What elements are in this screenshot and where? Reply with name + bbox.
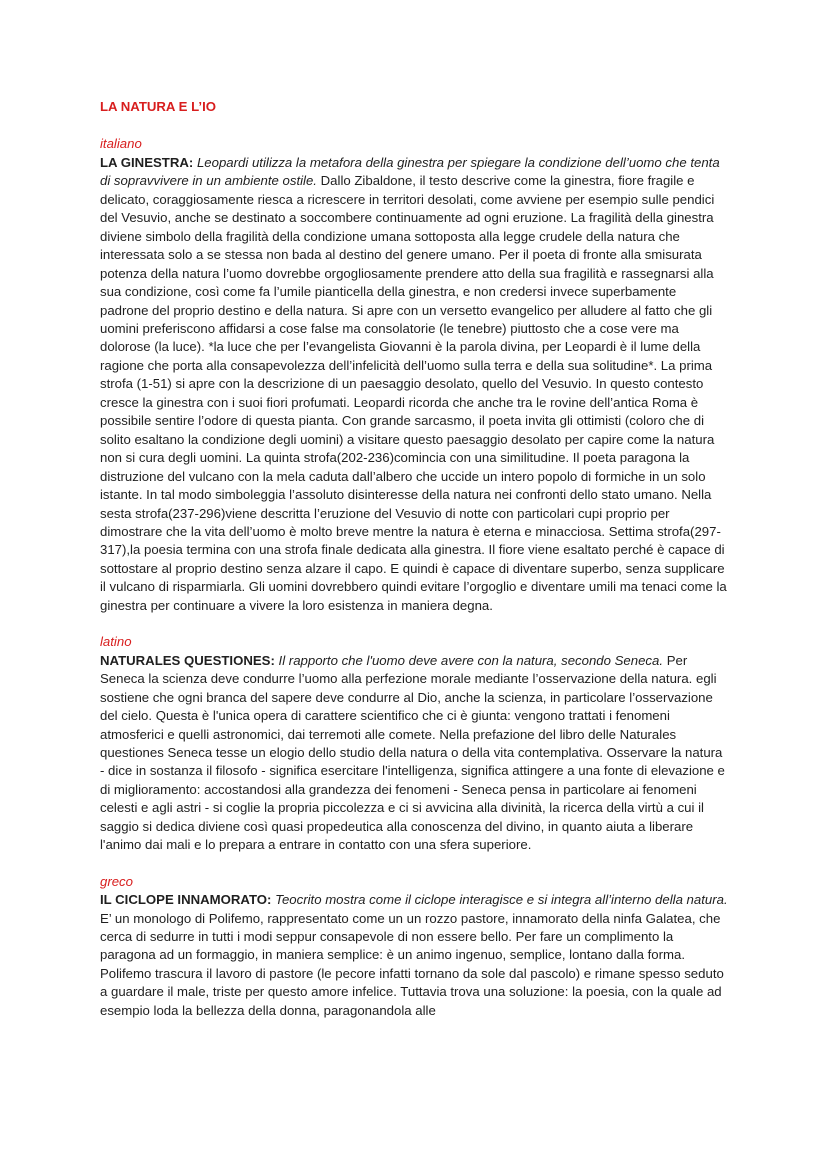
section-body: E’ un monologo di Polifemo, rappresentato come un un rozzo pastore, innamorato della ninfa Galatea, che cerca di sedurre in tutti i modi seppur consapevole di non essere bello. Per fare un complimento la paragona ad un formaggio, in maniera semplice: è un animo ingenuo, semplice, lontano dalla forma. Polifemo trascura il lavoro di pastore (le pecore infatti tornano da sole dal pascolo) e rimane spesso seduto a guardare il male, triste per questo amore infelice. Tuttavia trova una soluzione: la poesia, con la quale ad esempio loda la bellezza della donna, paragonandola alle: [100, 910, 724, 1018]
section-lead: Leopardi utilizza la metafora della ginestra per spiegare la condizione dell’uomo che tenta di sopravvivere in un ambiente ostile.: [100, 154, 720, 189]
section-paragraph: [100, 652, 728, 855]
section-paragraph: [100, 154, 728, 615]
document-title: LA NATURA E L’IO: [100, 99, 216, 114]
section-heading: IL CICLOPE INNAMORATO:: [100, 892, 272, 908]
section-subject: italiano: [100, 136, 142, 152]
section-greco: [100, 873, 728, 1021]
section-subject: latino: [100, 634, 132, 650]
section-heading: LA GINESTRA:: [100, 154, 194, 170]
section-subject: greco: [100, 873, 133, 889]
section-body: Dallo Zibaldone, il testo descrive come la ginestra, fiore fragile e delicato, coraggiosamente riesca a ricrescere in territori desolati, come avviene per esempio sulle pendici del Vesuvio, anche se destinato a soccombere continuamente ad ogni eruzione. La fragilità della ginestra diviene simbolo della fragilità della condizione umana sottoposta alla legge crudele della natura che interessata solo a se stessa non bada al destino del genere umano. Per il poeta di fronte alla smisurata potenza della natura l’uomo dovrebbe orgogliosamente prendere atto della sua fragilità e rassegnarsi alla sua condizione, così come fa l’umile pianticella della ginestra, e non credersi invece superbamente padrone del proprio destino e della natura. Si apre con un versetto evangelico per alludere al fatto che gli uomini preferiscono affidarsi a cose false ma consolatorie (le tenebre) piuttosto che a cose vere ma dolorose (la luce). *la luce che per l’evangelista Giovanni è la parola divina, per Leopardi è il lume della ragione che porta alla consapevolezza dell’infelicità dell’uomo sulla terra e della sua solitudine*. La prima strofa (1-51) si apre con la descrizione di un paesaggio desolato, quello del Vesuvio. In questo contesto cresce la ginestra con i suoi fiori profumati. Leopardi ricorda che anche tra le rovine dell’antica Roma è possibile sentire l’odore di questa pianta. Con grande sarcasmo, il poeta invita gli ottimisti (coloro che di solito esaltano la condizione degli uomini) a visitare questo paesaggio desolato per capire come la natura non si cura degli uomini. La quinta strofa(202-236)comincia con una similitudine. Il poeta paragona la distruzione del vulcano con la mela caduta dall’albero che uccide un intero popolo di formiche in un solo istante. In tal modo simboleggia l’assoluto disinteresse della natura nei confronti dello stato umano. Nella sesta strofa(237-296)viene descritta l’eruzione del Vesuvio di notte con particolari cupi proprio per dimostrare che la vita dell’uomo è molto breve mentre la natura è eterna e minacciosa. Settima strofa(297-317),la poesia termina con una strofa finale dedicata alla ginestra. Il fiore viene esaltato perché è capace di sottostare al proprio destino senza alzare il capo. E quindi è capace di diventare superbo, senza supplicare il vulcano di risparmiarla. Gli uomini dovrebbero quindi evitare l’orgoglio e diventare umili ma tenaci come la ginestra per continuare a vivere la loro esistenza in maniera degna.: [100, 173, 727, 613]
section-italiano: [100, 135, 728, 615]
section-paragraph: [100, 891, 728, 1020]
section-body: Per Seneca la scienza deve condurre l’uomo alla perfezione morale mediante l’osservazione della natura. egli sostiene che ogni branca del sapere deve condurre al Dio, anche la scienza, in particolare l’osservazione del cielo. Questa è l'unica opera di carattere scientifico che ci è giunta: vengono trattati i fenomeni atmosferici e quelli astronomici, dai terremoti alle comete. Nella prefazione del libro delle Naturales questiones Seneca tesse un elogio dello studio della natura o della vita contemplativa. Osservare la natura - dice in sostanza il filosofo - significa esercitare l'intelligenza, significa attingere a una fonte di elevazione e di miglioramento: accostandosi alla grandezza dei fenomeni - Seneca pensa in particolare ai fenomeni celesti e agli astri - si coglie la propria piccolezza e ci si avvicina alla divinità, la ricerca della virtù a cui il saggio si dedica diviene così quasi propedeutica alla conoscenza del divino, in quanto aiuta a liberare l'animo dai mali e lo prepara a entrare in contatto con una sfera superiore.: [100, 652, 725, 853]
section-heading: NATURALES QUESTIONES:: [100, 652, 275, 668]
section-lead: Il rapporto che l'uomo deve avere con la natura, secondo Seneca.: [278, 652, 664, 668]
section-latino: [100, 633, 728, 854]
section-lead: Teocrito mostra come il ciclope interagisce e si integra all’interno della natura.: [275, 892, 728, 908]
